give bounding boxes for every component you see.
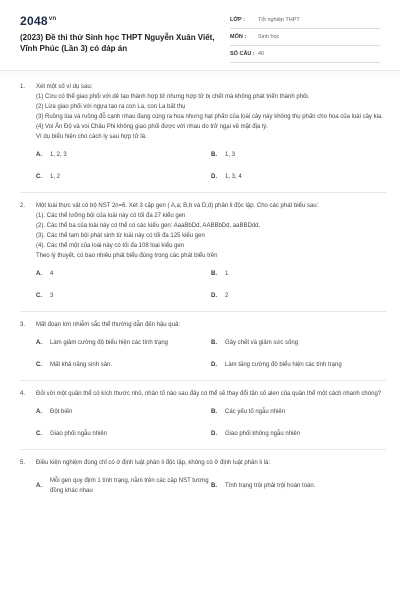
question-number: 1. [20, 84, 26, 90]
header-divider [0, 70, 400, 77]
option-text: Tính trạng trội phải trội hoàn toàn. [225, 483, 316, 489]
option-text: Làm tăng cường độ biểu hiện các tính trạng [225, 362, 342, 368]
answer-option[interactable] [36, 407, 211, 417]
option-text: Mất khả năng sinh sản. [50, 362, 113, 368]
answer-option[interactable] [36, 338, 211, 348]
option-label: B. [211, 152, 217, 158]
option-label: B. [211, 409, 217, 415]
answer-options [36, 269, 386, 301]
option-text: 1, 3, 4 [225, 174, 242, 180]
answer-option[interactable] [36, 360, 211, 370]
option-label: B. [211, 271, 217, 277]
answer-option[interactable] [211, 360, 386, 370]
question-line: Theo lý thuyết, có bao nhiêu phát biểu đúng trong các phát biểu trên [36, 253, 218, 259]
question-4 [20, 389, 386, 439]
option-label: C. [36, 362, 42, 368]
option-label: A. [36, 152, 42, 158]
question-text [36, 201, 386, 261]
option-text: 1, 3 [225, 152, 236, 158]
question-text [36, 320, 386, 330]
site-logo[interactable]: $2048^{vn}$ [20, 14, 57, 28]
question-line: Xét một số ví dụ sau: [36, 84, 93, 90]
option-text: 3 [50, 293, 54, 299]
exam-meta [230, 12, 380, 63]
option-text: Giao phối không ngẫu nhiên [225, 431, 301, 437]
option-text: 1, 2 [50, 174, 61, 180]
option-text: Gây chết và giảm sức sống [225, 340, 299, 346]
question-line: (4). Các thể một của loài này có tối đa 108 loại kiểu gen [36, 243, 185, 249]
option-label: B. [211, 483, 217, 489]
question-number: 2. [20, 203, 26, 209]
question-divider [20, 311, 386, 312]
question-stem [20, 458, 386, 468]
option-label: C. [36, 174, 42, 180]
option-label: A. [36, 271, 42, 277]
question-divider [20, 380, 386, 381]
question-line: Ví dụ biểu hiện cho cách ly sau hợp tử là: [36, 134, 147, 140]
option-text: 1 [225, 271, 229, 277]
option-label: A. [36, 409, 42, 415]
answer-option[interactable] [211, 172, 386, 182]
answer-option[interactable] [211, 291, 386, 301]
option-label: C. [36, 431, 42, 437]
question-line: (2). Các thể ba của loài này có thể có các kiểu gen: AaaBbDd, AABBbDd, aaBBDdd. [36, 223, 261, 229]
question-divider [20, 449, 386, 450]
question-text [36, 82, 386, 142]
page-header [0, 0, 400, 70]
option-text: 4 [50, 271, 54, 277]
question-5 [20, 458, 386, 496]
option-text: Giao phối ngẫu nhiên [50, 431, 108, 437]
question-stem [20, 82, 386, 142]
answer-options [36, 476, 386, 496]
question-line: (1) Cừu có thể giao phối với dê tạo thành hợp tử nhưng hợp tử bị chết mà không phát triển thành phôi. [36, 94, 310, 100]
question-line: Mất đoạn lớn nhiễm sắc thể thường dẫn đến hậu quả: [36, 322, 180, 328]
answer-option[interactable] [211, 407, 386, 417]
question-line: (4) Voi Ấn Độ và voi Châu Phi không giao phối được với nhau do trở ngại về mặt địa lý. [36, 124, 268, 130]
answer-option[interactable] [211, 338, 386, 348]
answer-option[interactable] [211, 476, 386, 496]
option-text: 1, 2, 3 [50, 152, 67, 158]
question-stem [20, 320, 386, 330]
question-stem [20, 201, 386, 261]
answer-option[interactable] [211, 150, 386, 160]
question-1 [20, 82, 386, 182]
answer-option[interactable] [36, 150, 211, 160]
meta-count: SỐ CÂU : 40 [230, 46, 380, 63]
option-label: A. [36, 483, 42, 489]
question-text [36, 458, 386, 468]
question-line: Một loài thực vật có bộ NST 2n=6. Xét 3 cặp gen ( A,a; B,b và D,d) phân li độc lập. Cho các phát biểu sau: [36, 203, 319, 209]
meta-class: LỚP : Tốt nghiệp THPT [230, 12, 380, 29]
question-line: (1). Các thể lưỡng bội của loài này có tối đa 27 kiểu gen [36, 213, 186, 219]
question-number: 4. [20, 391, 26, 397]
answer-option[interactable] [36, 172, 211, 182]
question-stem [20, 389, 386, 399]
option-label: B. [211, 340, 217, 346]
question-line: (3). Các thể tam bội phát sinh từ loài này có tối đa 125 kiểu gen [36, 233, 205, 239]
question-text [36, 389, 386, 399]
option-text: Các yếu tố ngẫu nhiên [225, 409, 286, 415]
option-label: D. [211, 431, 217, 437]
question-divider [20, 192, 386, 193]
answer-option[interactable] [36, 291, 211, 301]
option-text: Làm giảm cường độ biểu hiện các tính trạng [50, 340, 169, 346]
answer-option[interactable] [36, 476, 211, 496]
question-number: 3. [20, 322, 26, 328]
page-title: (2023) Đề thi thử Sinh học THPT Nguyễn Xuân Viết, Vĩnh Phúc (Lần 3) có đáp án [20, 33, 215, 53]
answer-options [36, 338, 386, 370]
question-list [20, 82, 386, 505]
answer-options [36, 150, 386, 182]
answer-option[interactable] [211, 269, 386, 279]
question-number: 5. [20, 460, 26, 466]
question-2 [20, 201, 386, 301]
option-text: Đột biến [50, 409, 73, 415]
question-3 [20, 320, 386, 370]
option-text: Mỗi gen quy định 1 tính trạng, nằm trên các cặp NST tương đồng khác nhau [50, 478, 209, 494]
meta-subject: MÔN : Sinh học [230, 29, 380, 46]
option-label: D. [211, 362, 217, 368]
option-label: D. [211, 174, 217, 180]
question-line: (3) Ruồng lúa và ruồng đỗ cạnh nhau đang cùng ra hoa nhưng hạt phấn của loài cây này không thụ phấn cho hoa của loài cây kia. [36, 114, 383, 120]
question-line: Đối với một quần thể có kích thước nhỏ, nhân tố nào sau đây có thể sẽ thay đổi tần số alen của quần thể một cách nhanh chóng? [36, 391, 382, 397]
question-line: Điều kiện nghiệm đúng chỉ có ở định luật phân li độc lập, không có ở định luật phân li là: [36, 460, 271, 466]
answer-option[interactable] [36, 429, 211, 439]
answer-options [36, 407, 386, 439]
option-label: D. [211, 293, 217, 299]
answer-option[interactable] [36, 269, 211, 279]
option-label: C. [36, 293, 42, 299]
question-line: (2) Lừa giao phối với ngựa tạo ra con La, con La bất thụ [36, 104, 186, 110]
option-label: A. [36, 340, 42, 346]
answer-option[interactable] [211, 429, 386, 439]
option-text: 2 [225, 293, 229, 299]
